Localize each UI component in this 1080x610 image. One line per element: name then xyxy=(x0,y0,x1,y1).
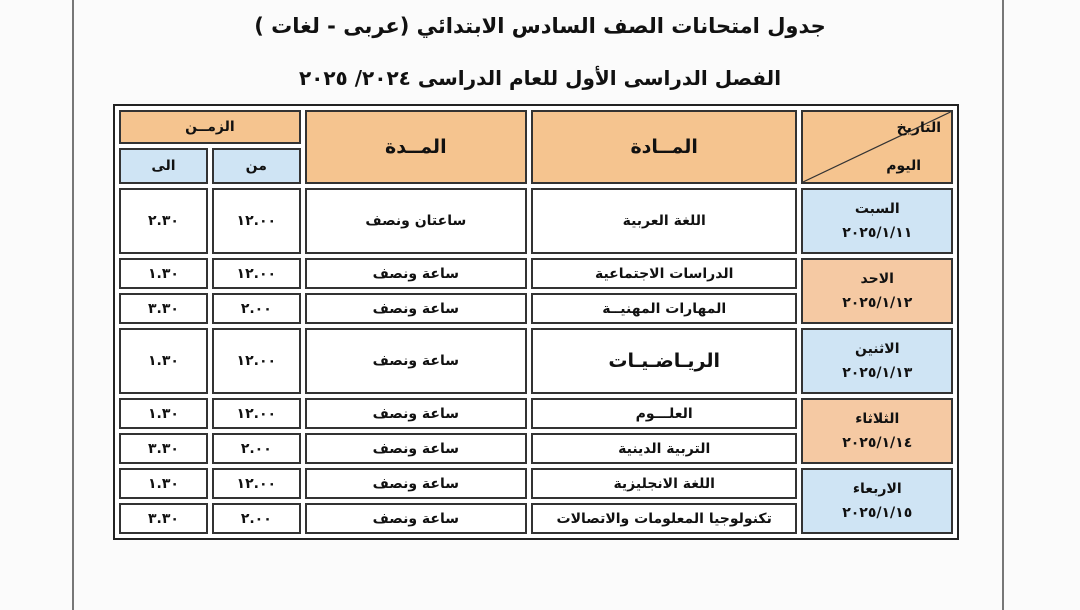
date-day-header xyxy=(801,110,953,184)
right-frame-line xyxy=(1002,0,1004,610)
day-cell xyxy=(801,188,953,254)
time-header: الزمــن xyxy=(119,110,301,144)
page-subtitle: الفصل الدراسى الأول للعام الدراسى ٢٠٢٤/ ٢٠٢٥ xyxy=(298,66,782,90)
exam-schedule-table xyxy=(113,104,959,540)
day-cell xyxy=(801,328,953,394)
page-title: جدول امتحانات الصف السادس الابتدائي (عربى - لغات ) xyxy=(254,14,826,38)
left-frame-line xyxy=(72,0,74,610)
subject-header: المــادة xyxy=(531,110,798,184)
from-time-cell: ١٢.٠٠ xyxy=(212,328,301,394)
from-time-cell: ٢.٠٠ xyxy=(212,503,301,534)
to-time-cell: ٢.٣٠ xyxy=(119,188,208,254)
duration-cell: ساعة ونصف xyxy=(305,258,527,289)
subject-cell: المهارات المهنيــة xyxy=(531,293,798,324)
duration-cell: ساعتان ونصف xyxy=(305,188,527,254)
day-cell xyxy=(801,468,953,534)
table-row xyxy=(119,258,953,289)
day-cell xyxy=(801,398,953,464)
day-date: ٢٠٢٥/١/١٤ xyxy=(842,435,913,451)
day-name: الاربعاء xyxy=(852,481,902,497)
schedule-body xyxy=(119,188,953,534)
from-header: من xyxy=(212,148,301,184)
table-row xyxy=(119,188,953,254)
to-time-cell: ٣.٣٠ xyxy=(119,293,208,324)
to-time-cell: ١.٣٠ xyxy=(119,328,208,394)
day-header-label: اليوم xyxy=(886,158,921,174)
day-date: ٢٠٢٥/١/١٣ xyxy=(842,365,913,381)
day-name: الاحد xyxy=(860,271,894,287)
subject-cell: الريـاضـيـات xyxy=(531,328,798,394)
day-date: ٢٠٢٥/١/١١ xyxy=(842,225,913,241)
from-time-cell: ١٢.٠٠ xyxy=(212,258,301,289)
to-time-cell: ٣.٣٠ xyxy=(119,433,208,464)
duration-cell: ساعة ونصف xyxy=(305,503,527,534)
day-date: ٢٠٢٥/١/١٢ xyxy=(842,295,913,311)
from-time-cell: ٢.٠٠ xyxy=(212,433,301,464)
day-name: الاثنين xyxy=(854,341,900,357)
subject-cell: العلـــوم xyxy=(531,398,798,429)
subject-cell: الدراسات الاجتماعية xyxy=(531,258,798,289)
from-time-cell: ١٢.٠٠ xyxy=(212,468,301,499)
date-header-label: التاريخ xyxy=(896,120,941,136)
table-row xyxy=(119,328,953,394)
day-name: الثلاثاء xyxy=(855,411,900,427)
to-time-cell: ١.٣٠ xyxy=(119,398,208,429)
to-header: الى xyxy=(119,148,208,184)
duration-cell: ساعة ونصف xyxy=(305,398,527,429)
to-time-cell: ١.٣٠ xyxy=(119,258,208,289)
subject-cell: اللغة العربية xyxy=(531,188,798,254)
table-row xyxy=(119,398,953,429)
duration-cell: ساعة ونصف xyxy=(305,293,527,324)
subject-cell: اللغة الانجليزية xyxy=(531,468,798,499)
duration-cell: ساعة ونصف xyxy=(305,468,527,499)
table-row xyxy=(119,468,953,499)
subject-cell: تكنولوجيا المعلومات والاتصالات xyxy=(531,503,798,534)
day-date: ٢٠٢٥/١/١٥ xyxy=(842,505,913,521)
to-time-cell: ٣.٣٠ xyxy=(119,503,208,534)
to-time-cell: ١.٣٠ xyxy=(119,468,208,499)
from-time-cell: ١٢.٠٠ xyxy=(212,188,301,254)
from-time-cell: ٢.٠٠ xyxy=(212,293,301,324)
subject-cell: التربية الدينية xyxy=(531,433,798,464)
from-time-cell: ١٢.٠٠ xyxy=(212,398,301,429)
duration-header: المــدة xyxy=(305,110,527,184)
duration-cell: ساعة ونصف xyxy=(305,433,527,464)
duration-cell: ساعة ونصف xyxy=(305,328,527,394)
day-cell xyxy=(801,258,953,324)
day-name: السبت xyxy=(854,201,900,217)
